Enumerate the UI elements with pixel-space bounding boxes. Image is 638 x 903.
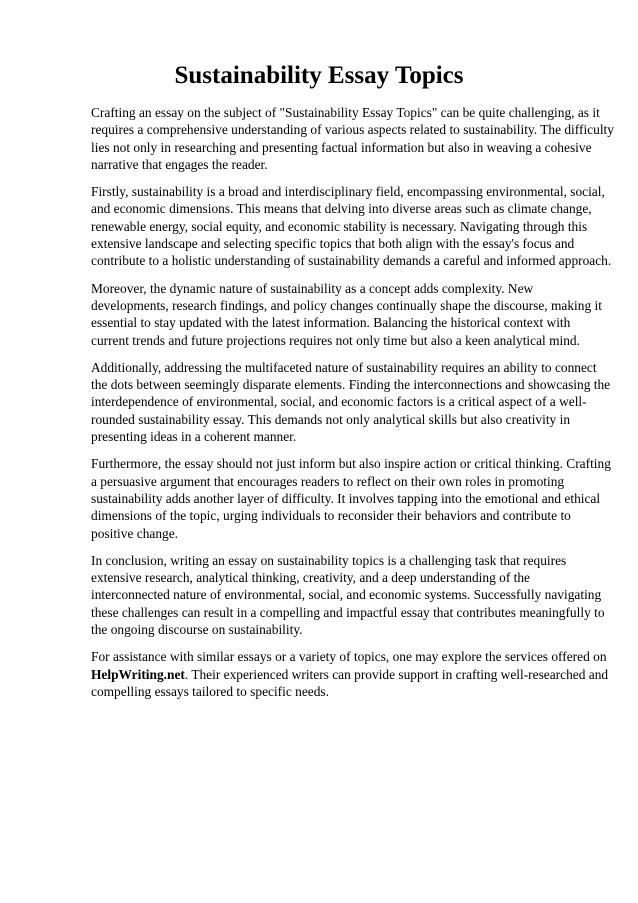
text-line: Moreover, the dynamic nature of sustainability as a concept adds complexity. New bbox=[91, 280, 534, 296]
text-line: a persuasive argument that encourages readers to reflect on their own roles in promoting bbox=[91, 473, 565, 489]
paragraph-conclusion bbox=[91, 552, 605, 638]
brand-name: HelpWriting.net bbox=[91, 666, 185, 682]
text-line: dimensions of the topic, urging individuals to reconsider their behaviors and contribute to bbox=[91, 508, 571, 524]
text-line: these challenges can result in a compelling and impactful essay that contributes meaningfully to bbox=[91, 604, 605, 620]
text-line: Firstly, sustainability is a broad and interdisciplinary field, encompassing environmental, social, bbox=[91, 184, 605, 200]
text-line: rounded sustainability essay. This demands not only analytical skills but also creativity in bbox=[91, 411, 571, 427]
paragraph-intro bbox=[91, 104, 614, 173]
text-line: presenting ideas in a coherent manner. bbox=[91, 429, 297, 445]
text-line: In conclusion, writing an essay on sustainability topics is a challenging task that requires bbox=[91, 552, 567, 568]
text-line: interdependence of environmental, social, and economic factors is a critical aspect of a well- bbox=[91, 394, 587, 410]
text-line: lies not only in researching and presenting factual information but also in weaving a cohesive bbox=[91, 139, 592, 155]
text-line: and economic dimensions. This means that delving into diverse areas such as climate change, bbox=[91, 201, 592, 217]
text-line: Furthermore, the essay should not just inform but also inspire action or critical thinking. Crafting bbox=[91, 456, 611, 472]
paragraph-furthermore bbox=[91, 455, 611, 541]
paragraph-additionally bbox=[91, 359, 611, 445]
text-line: current trends and future projections requires not only time but also a keen analytical mind. bbox=[91, 332, 580, 348]
page-title: Sustainability Essay Topics bbox=[174, 62, 464, 89]
text-line bbox=[91, 666, 609, 683]
text-line: interconnected nature of environmental, social, and economic systems. Successfully navigating bbox=[91, 587, 602, 603]
text-line: sustainability adds another layer of difficulty. It involves tapping into the emotional and ethical bbox=[91, 490, 601, 506]
paragraph-firstly bbox=[91, 183, 612, 269]
text-line: the ongoing discourse on sustainability. bbox=[91, 622, 303, 638]
text-line: developments, research findings, and policy changes continually shape the discourse, making it bbox=[91, 297, 602, 313]
text-line: Crafting an essay on the subject of "Sustainability Essay Topics" can be quite challenging, as it bbox=[91, 105, 600, 120]
paragraph-moreover bbox=[91, 280, 601, 349]
text-line: requires a comprehensive understanding of various aspects related to sustainability. The difficulty bbox=[91, 122, 614, 138]
paragraph-closing bbox=[91, 648, 609, 700]
text-line: essential to stay updated with the latest information. Balancing the historical context with bbox=[91, 315, 571, 331]
text-line: narrative that engages the reader. bbox=[91, 156, 268, 172]
text-line: contribute to a holistic understanding of sustainability demands a careful and informed approach. bbox=[91, 253, 612, 269]
text-fragment: . Their experienced writers can provide support in crafting well-researched and bbox=[184, 666, 609, 682]
document-body bbox=[91, 104, 614, 710]
text-line: the dots between seemingly disparate elements. Finding the interconnections and showcasing the bbox=[91, 377, 611, 393]
text-line: extensive research, analytical thinking, creativity, and a deep understanding of the bbox=[91, 570, 530, 586]
text-line: renewable energy, social equity, and economic stability is necessary. Navigating through this bbox=[91, 218, 588, 234]
text-line: positive change. bbox=[91, 525, 179, 541]
text-line: extensive landscape and selecting specific topics that both align with the essay's focus and bbox=[91, 236, 575, 252]
text-line: compelling essays tailored to specific needs. bbox=[91, 683, 329, 699]
text-line: For assistance with similar essays or a variety of topics, one may explore the services offered on bbox=[91, 649, 607, 665]
text-line: Additionally, addressing the multifaceted nature of sustainability requires an ability to connect bbox=[91, 359, 597, 375]
